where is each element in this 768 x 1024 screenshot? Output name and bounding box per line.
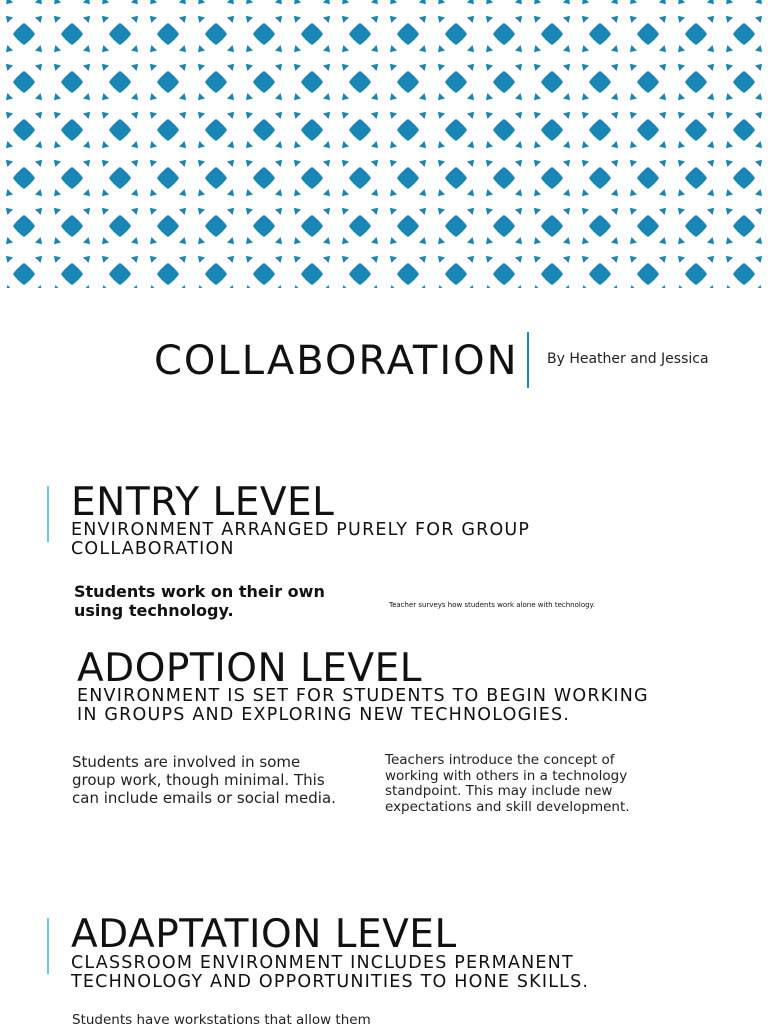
slide-title: COLLABORATION: [154, 338, 519, 384]
entry-student-line: using technology.: [74, 601, 234, 620]
entry-accent-bar: [47, 486, 49, 542]
adoption-subheading-line: IN GROUPS AND EXPLORING NEW TECHNOLOGIES.: [77, 705, 571, 725]
adoption-teacher-line: working with others in a technology: [385, 767, 628, 784]
adoption-teacher-line: expectations and skill development.: [385, 798, 630, 815]
entry-student-text: [74, 582, 364, 620]
adoption-student-line: group work, though minimal. This: [72, 771, 325, 789]
adaptation-subheading-line: TECHNOLOGY AND OPPORTUNITIES TO HONE SKILLS.: [71, 972, 590, 992]
title-divider: [527, 332, 529, 388]
entry-subheading-line: COLLABORATION: [71, 539, 235, 559]
circle-pattern-graphic: [0, 0, 768, 288]
adoption-teacher-text: [385, 753, 685, 815]
adoption-student-text: [72, 753, 372, 807]
adoption-teacher-line: standpoint. This may include new: [385, 783, 613, 799]
authors-subtitle: By Heather and Jessica: [547, 351, 709, 367]
adaptation-level-subheading: [71, 954, 691, 992]
adoption-student-line: Students are involved in some: [72, 753, 301, 771]
adaptation-level-heading: ADAPTATION LEVEL: [71, 912, 457, 957]
adaptation-subheading-line: CLASSROOM ENVIRONMENT INCLUDES PERMANENT: [71, 953, 574, 973]
header-pattern-banner: [0, 0, 768, 288]
adoption-level-subheading: [77, 687, 737, 725]
adoption-teacher-line: Teachers introduce the concept of: [385, 752, 615, 768]
entry-level-subheading: [71, 521, 691, 559]
adoption-student-line: can include emails or social media.: [72, 789, 336, 807]
entry-subheading-line: ENVIRONMENT ARRANGED PURELY FOR GROUP: [71, 520, 531, 540]
entry-teacher-text: Teacher surveys how students work alone with technology.: [389, 601, 595, 609]
adaptation-student-text: Students have workstations that allow them: [72, 1012, 371, 1024]
entry-level-heading: ENTRY LEVEL: [71, 480, 335, 525]
adaptation-accent-bar: [47, 918, 49, 974]
adoption-level-heading: ADOPTION LEVEL: [77, 646, 422, 691]
entry-student-line: Students work on their own: [74, 582, 325, 601]
adoption-subheading-line: ENVIRONMENT IS SET FOR STUDENTS TO BEGIN WORKING: [77, 686, 649, 706]
